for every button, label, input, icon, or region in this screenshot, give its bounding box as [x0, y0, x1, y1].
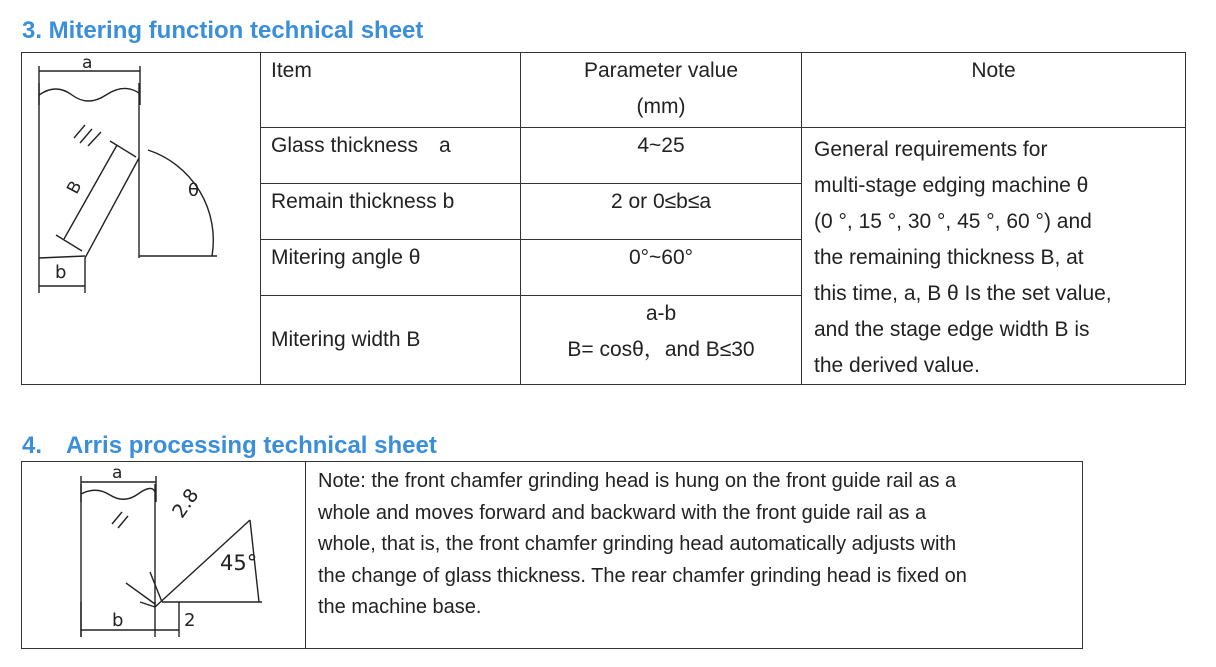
arris-label-b: b — [112, 610, 124, 631]
arris-label-a: a — [112, 463, 123, 483]
arris-label-2.8: 2.8 — [168, 484, 204, 523]
arris-label-2: 2 — [184, 610, 196, 631]
diagram-label-b: b — [55, 262, 67, 283]
header-item: Item — [261, 53, 521, 128]
row-value-mitering-angle: 0°~60° — [521, 240, 802, 296]
diagram-label-a: a — [82, 53, 93, 73]
header-parameter-value: Parameter value (mm) — [521, 53, 802, 128]
arris-note-cell: Note: the front chamfer grinding head is hung on the front guide rail as a whole and moves forward and backward with the front guide rail as a whole, that is, the front chamfer grinding head automatically adjusts with the change of glass thickness. The rear chamfer grinding head is fixed on the machine base. — [306, 462, 1083, 649]
row-value-glass-thickness: 4~25 — [521, 128, 802, 184]
row-value-remain-thickness: 2 or 0≤b≤a — [521, 184, 802, 240]
arris-diagram-cell — [22, 462, 306, 649]
section-3-heading: 3. Mitering function technical sheet — [22, 17, 424, 44]
arris-sheet-table — [21, 461, 1083, 649]
diagram-label-B: B — [63, 177, 87, 198]
note-cell: General requirements for multi-stage edging machine θ (0 °, 15 °, 30 °, 45 °, 60 °) and the remaining thickness B, at this time, a, B θ Is the set value, and the stage edge width B is the derived value. — [802, 128, 1186, 385]
arris-label-45: 45° — [220, 551, 258, 575]
section-4-heading: 4. Arris processing technical sheet — [22, 432, 437, 459]
mitering-sheet-table — [21, 52, 1186, 385]
row-item-glass-thickness: Glass thickness a — [261, 128, 521, 184]
mitering-diagram — [22, 53, 260, 380]
mitering-diagram-cell — [22, 53, 261, 385]
row-item-remain-thickness: Remain thickness b — [261, 184, 521, 240]
row-item-mitering-angle: Mitering angle θ — [261, 240, 521, 296]
diagram-label-theta: θ — [188, 180, 200, 201]
row-item-mitering-width: Mitering width B — [261, 296, 521, 385]
arris-diagram — [22, 462, 305, 648]
row-value-mitering-width: a-b B= cosθ，and B≤30 — [521, 296, 802, 385]
header-note: Note — [802, 53, 1186, 128]
